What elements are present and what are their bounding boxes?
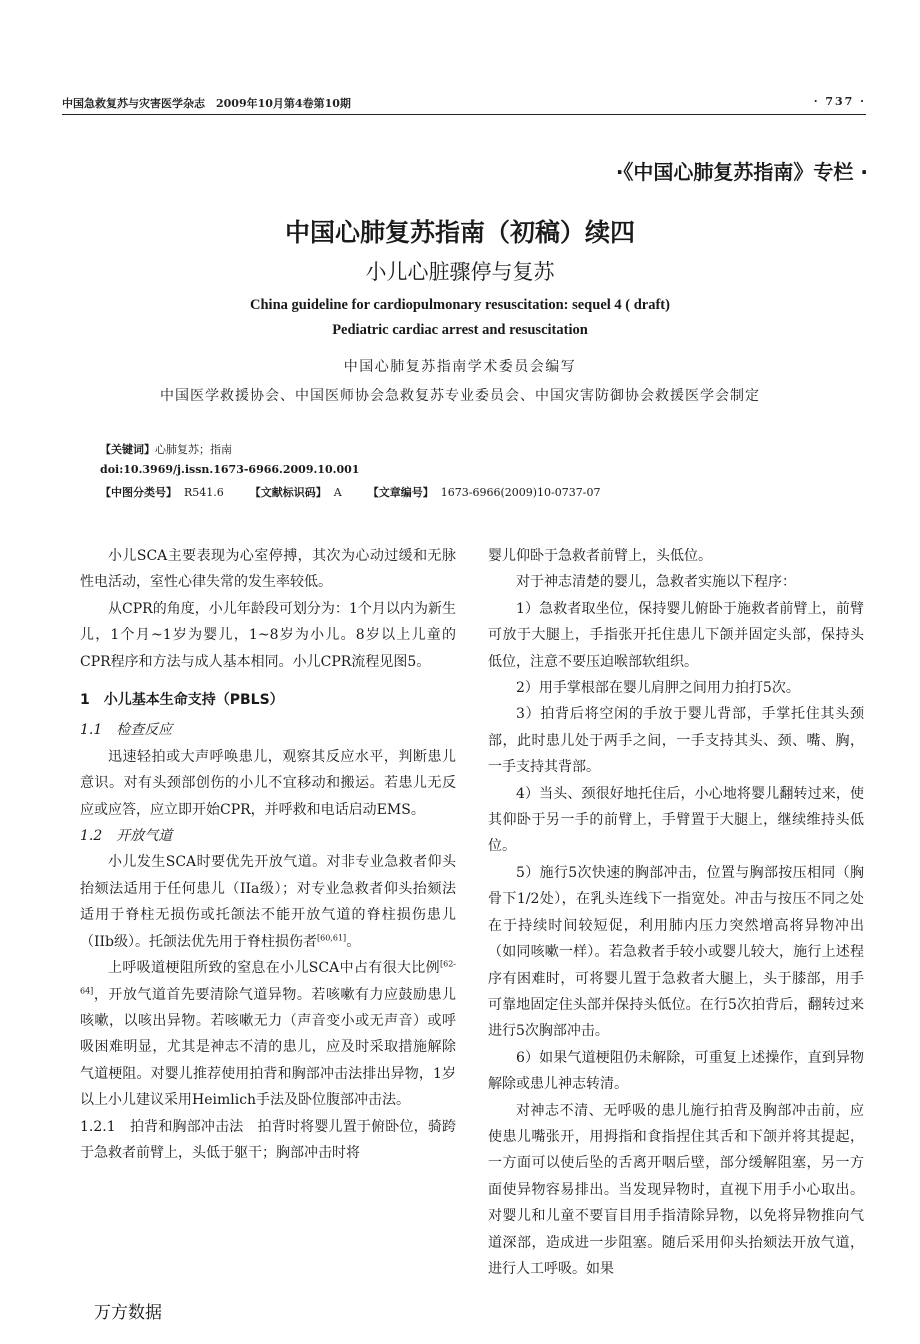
class-value: R541.6 — [184, 486, 224, 499]
paragraph: 对神志不清、无呼吸的患儿施行拍背及胸部冲击前，应使患儿嘴张开，用拇指和食指捏住其舌和下颌并将其提起，一方面可以使后坠的舌离开咽后壁，部分缓解阻塞，另一方面使异物容易排出。当发现异物时，直视下用手小心取出。对婴儿和儿童不要盲目用手指清除异物，以免将异物推向气道深部，造成进一步阻塞。随后采用仰头抬颏法开放气道，进行人工呼吸。如果 — [488, 1102, 864, 1277]
article-number-label: 【文章编号】 — [367, 486, 434, 499]
paragraph: 6）如果气道梗阻仍未解除，可重复上述操作，直到异物解除或患儿神志转清。 — [488, 1049, 864, 1093]
page-title: 中国心肺复苏指南（初稿）续四 — [284, 218, 635, 247]
journal-citation: 中国急救复苏与灾害医学杂志 2009年10月第4卷第10期 — [62, 97, 351, 110]
keywords-line — [100, 441, 232, 457]
keywords-value: 心肺复苏；指南 — [155, 443, 232, 456]
subsection-heading: 1.1 检查反应 — [80, 722, 173, 739]
doc-code-value: A — [333, 486, 342, 499]
paragraph: 1）急救者取坐位，保持婴儿俯卧于施救者前臂上，前臂可放于大腿上，手指张开托住患儿下颌并固定头部，保持头低位，注意不要压迫喉部软组织。 — [488, 600, 864, 670]
paragraph: 迅速轻拍或大声呼唤患儿，观察其反应水平，判断患儿意识。对有头颈部创伤的小儿不宜移动和搬运。若患儿无反应或应答，应立即开始CPR，并呼救和电话启动EMS。 — [80, 748, 456, 818]
doc-code-label: 【文献标识码】 — [249, 486, 327, 499]
paragraph: 婴儿仰卧于急救者前臂上，头低位。 — [488, 548, 712, 564]
paragraph: 2）用手掌根部在婴儿肩胛之间用力拍打5次。 — [516, 680, 800, 697]
citation-ref: [60,61] — [317, 933, 347, 943]
paragraph-text: 小儿发生SCA时要优先开放气道。对非专业急救者仰头抬颏法适用于任何患儿（IIa级）；对专业急救者仰头抬颏法适用于脊柱无损伤或托颌法不能开放气道的脊柱损伤患儿（IIb级）。托颌法优先用于脊柱损伤者 — [80, 854, 456, 950]
paragraph: 从CPR的角度，小儿年龄段可划分为：1个月以内为新生儿，1个月~1岁为婴儿，1~8岁为小儿。8岁以上儿童的CPR程序和方法与成人基本相同。小儿CPR流程见图5。 — [80, 600, 456, 670]
page-number: · 737 · — [813, 95, 866, 108]
page-subtitle: 小儿心脏骤停与复苏 — [365, 260, 555, 284]
right-column — [488, 543, 864, 1282]
keywords-label: 【关键词】 — [100, 443, 155, 456]
left-column — [80, 543, 456, 1166]
article-number-value: 1673-6966(2009)10-0737-07 — [440, 486, 601, 499]
paragraph: 小儿SCA主要表现为心室停搏，其次为心动过缓和无脉性电活动，室性心律失常的发生率较低。 — [80, 548, 456, 591]
watermark: 万方数据 — [94, 1303, 162, 1323]
paragraph: 对于神志清楚的婴儿，急救者实施以下程序： — [516, 574, 796, 591]
english-title: China guideline for cardiopulmonary resuscitation: sequel 4 ( draft) — [250, 297, 670, 313]
paragraph — [80, 955, 456, 1113]
citation-ref: [62-64] — [80, 959, 456, 995]
paragraph-text: 上呼吸道梗阻所致的窒息在小儿SCA中占有很大比例 — [108, 960, 440, 977]
paragraph-text: ，开放气道首先要清除气道异物。若咳嗽有力应鼓励患儿咳嗽，以咳出异物。若咳嗽无力（声音变小或无声音）或呼吸困难明显，尤其是神志不清的患儿，应及时采取措施解除气道梗阻。对婴儿推荐使用拍背和胸部冲击法排出异物，1岁以上小儿建议采用Heimlich手法及卧位腹部冲击法。 — [80, 986, 456, 1109]
paragraph: 5）施行5次快速的胸部冲击，位置与胸部按压相同（胸骨下1/2处），在乳头连线下一指宽处。冲击与按压不同之处在于持续时间较短促，利用肺内压力突然增高将异物冲出（如同咳嗽一样）。若急救者手较小或婴儿较大，施行上述程序有困难时，可将婴儿置于急救者大腿上，头于膝部，用手可靠地固定住头部并保持头低位。在行5次拍背后，翻转过来进行5次胸部冲击。 — [488, 864, 864, 1040]
column-label: ·《中国心肺复苏指南》专栏 · — [615, 160, 868, 184]
editor-line: 中国心肺复苏指南学术委员会编写 — [343, 359, 577, 375]
section-heading: 1 小儿基本生命支持（PBLS） — [80, 692, 284, 709]
running-header — [62, 93, 866, 113]
paragraph: 1.2.1 拍背和胸部冲击法 拍背时将婴儿置于俯卧位，骑跨于急救者前臂上，头低于躯干；胸部冲击时将 — [80, 1118, 456, 1161]
paragraph: 3）拍背后将空闲的手放于婴儿背部，手掌托住其头颈部，此时患儿处于两手之间，一手支持其头、颈、嘴、胸，一手支持其背部。 — [488, 706, 864, 776]
subsection-heading: 1.2 开放气道 — [80, 828, 173, 845]
english-subtitle: Pediatric cardiac arrest and resuscitation — [332, 322, 588, 338]
organizations-line: 中国医学救援协会、中国医师协会急救复苏专业委员会、中国灾害防御协会救援医学会制定 — [160, 388, 760, 404]
class-label: 【中图分类号】 — [100, 486, 177, 499]
classification-line — [100, 484, 600, 500]
paragraph: 4）当头、颈很好地托住后，小心地将婴儿翻转过来，使其仰卧于另一手的前臂上，手臂置于大腿上，继续维持头低位。 — [488, 785, 864, 855]
doi-line: doi:10.3969/j.issn.1673-6966.2009.10.001 — [100, 463, 360, 476]
header-rule — [62, 114, 866, 115]
paragraph-text: 。 — [346, 933, 361, 950]
paragraph — [80, 849, 456, 955]
